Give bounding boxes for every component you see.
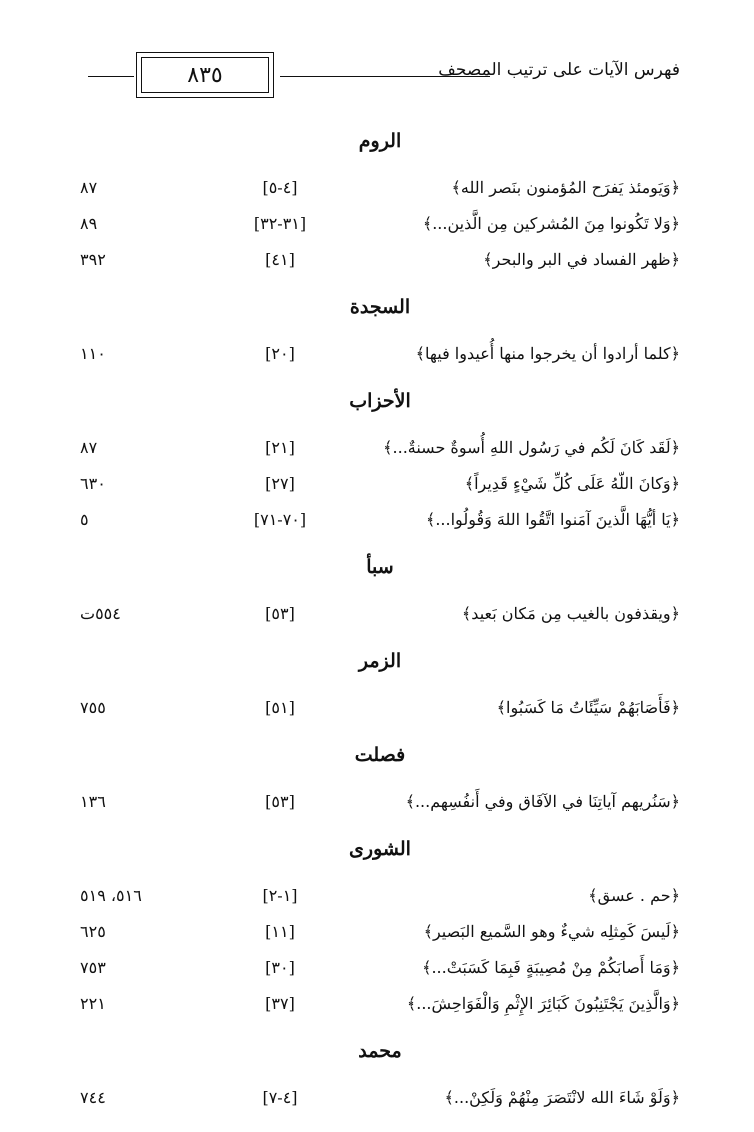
surah-section [80, 648, 680, 732]
page-reference: ١١٠ [80, 344, 106, 363]
surah-section [80, 128, 680, 284]
index-row [80, 884, 680, 920]
verse-text: ﴿وَلا تَكُونوا مِنَ المُشركين مِن الَّذين...﴾ [422, 214, 680, 233]
header-rule-left [88, 76, 134, 77]
verse-text: ﴿فَأَصَابَهُمْ سَيِّئَاتُ مَا كَسَبُوا﴾ [496, 698, 680, 717]
page-reference: ٨٧ [80, 178, 98, 197]
surah-section [80, 742, 680, 826]
verse-reference: [١-٢] [262, 886, 298, 905]
page-reference: ٥٥٤ت [80, 604, 121, 623]
verse-text: ﴿لَيسَ كَمِثلِه شيءٌ وهو السَّميع البَصير﴾ [423, 922, 680, 941]
page-reference: ٨٩ [80, 214, 98, 233]
running-title: فهرس الآيات على ترتيب المصحف [438, 60, 680, 80]
verse-text: ﴿وَكانَ اللّهُ عَلَى كُلِّ شَيْءٍ قَدِيراً﴾ [464, 474, 680, 493]
surah-section [80, 388, 680, 544]
verse-reference: [٢١] [265, 438, 295, 457]
verse-text: ﴿وَالَّذِينَ يَجْتَنِبُونَ كَبَائِرَ الإِثْمِ وَالْفَوَاحِشَ...﴾ [406, 994, 680, 1013]
verse-reference: [٧٠-٧١] [253, 510, 307, 529]
verse-reference: [٢٠] [265, 344, 295, 363]
index-row [80, 992, 680, 1028]
surah-title: الأحزاب [349, 390, 411, 412]
index-row [80, 176, 680, 212]
page-reference: ٦٣٠ [80, 474, 106, 493]
surah-title: فصلت [354, 744, 406, 766]
verse-text: ﴿وَيَومئذ يَفرَح المُؤمنون بنَصر الله﴾ [451, 178, 680, 197]
index-row [80, 920, 680, 956]
verse-text: ﴿كلما أرادوا أن يخرجوا منها أُعيدوا فيها﴾ [415, 344, 680, 363]
verse-text: ﴿يَا أيُّهَا الَّذينَ آمَنوا اتَّقُوا اللهَ وَقُولُوا...﴾ [425, 510, 680, 529]
surah-section [80, 836, 680, 1028]
page-reference: ٨٧ [80, 438, 98, 457]
index-content [80, 128, 680, 1132]
page-reference: ٧٥٥ [80, 698, 106, 717]
index-row [80, 1086, 680, 1122]
page-reference: ٥ [80, 510, 89, 529]
verse-reference: [٤-٥] [262, 178, 298, 197]
surah-title: الروم [358, 130, 402, 152]
surah-title: السجدة [349, 296, 411, 318]
index-row [80, 956, 680, 992]
verse-text: ﴿حم . عسق﴾ [588, 886, 680, 905]
verse-reference: [٥٣] [265, 604, 295, 623]
page-reference: ٢٢١ [80, 994, 106, 1013]
surah-section [80, 294, 680, 378]
page-reference: ٦٢٥ [80, 922, 106, 941]
index-row [80, 508, 680, 544]
page-reference: ١٣٦ [80, 792, 106, 811]
index-row [80, 248, 680, 284]
page-reference: ٧٥٣ [80, 958, 106, 977]
page-reference: ٥١٦، ٥١٩ [80, 886, 142, 905]
verse-text: ﴿سَنُريهم آياتِنَا في الآفَاق وفي أَنفُسِهم...﴾ [405, 792, 680, 811]
index-row [80, 436, 680, 472]
verse-reference: [١١] [265, 922, 295, 941]
surah-title: سبأ [366, 556, 394, 578]
verse-reference: [٤-٧] [262, 1088, 298, 1107]
surah-title: الزمر [358, 650, 402, 672]
verse-reference: [٣٠] [265, 958, 295, 977]
verse-reference: [٢٧] [265, 474, 295, 493]
verse-text: ﴿وَلَوْ شَاءَ الله لانْتَصَرَ مِنْهُمْ وَلَكِنْ...﴾ [444, 1088, 680, 1107]
index-row [80, 212, 680, 248]
surah-title: الشورى [349, 838, 411, 860]
surah-section [80, 554, 680, 638]
page-header [88, 52, 680, 100]
index-row [80, 472, 680, 508]
verse-reference: [٥١] [265, 698, 295, 717]
verse-reference: [٤١] [265, 250, 295, 269]
index-row [80, 602, 680, 638]
verse-text: ﴿وَمَا أَصابَكُمْ مِنْ مُصِيبَةٍ فَبِمَا كَسَبَتْ...﴾ [422, 958, 680, 977]
surah-title: محمد [358, 1040, 402, 1062]
index-row [80, 790, 680, 826]
verse-text: ﴿ظهر الفساد في البر والبحر﴾ [483, 250, 680, 269]
verse-reference: [٥٣] [265, 792, 295, 811]
verse-text: ﴿ويقذفون بالغيب مِن مَكان بَعيد﴾ [461, 604, 680, 623]
index-row [80, 696, 680, 732]
page-number-box [136, 52, 274, 98]
page-reference: ٣٩٢ [80, 250, 106, 269]
index-row [80, 342, 680, 378]
surah-section [80, 1038, 680, 1122]
verse-reference: [٣١-٣٢] [253, 214, 307, 233]
verse-text: ﴿لَقَد كَانَ لَكُم في رَسُول اللهِ أُسوةٌ حسنةٌ...﴾ [383, 438, 680, 457]
page-number: ٨٣٥ [141, 57, 269, 93]
verse-reference: [٣٧] [265, 994, 295, 1013]
page-reference: ٧٤٤ [80, 1088, 106, 1107]
